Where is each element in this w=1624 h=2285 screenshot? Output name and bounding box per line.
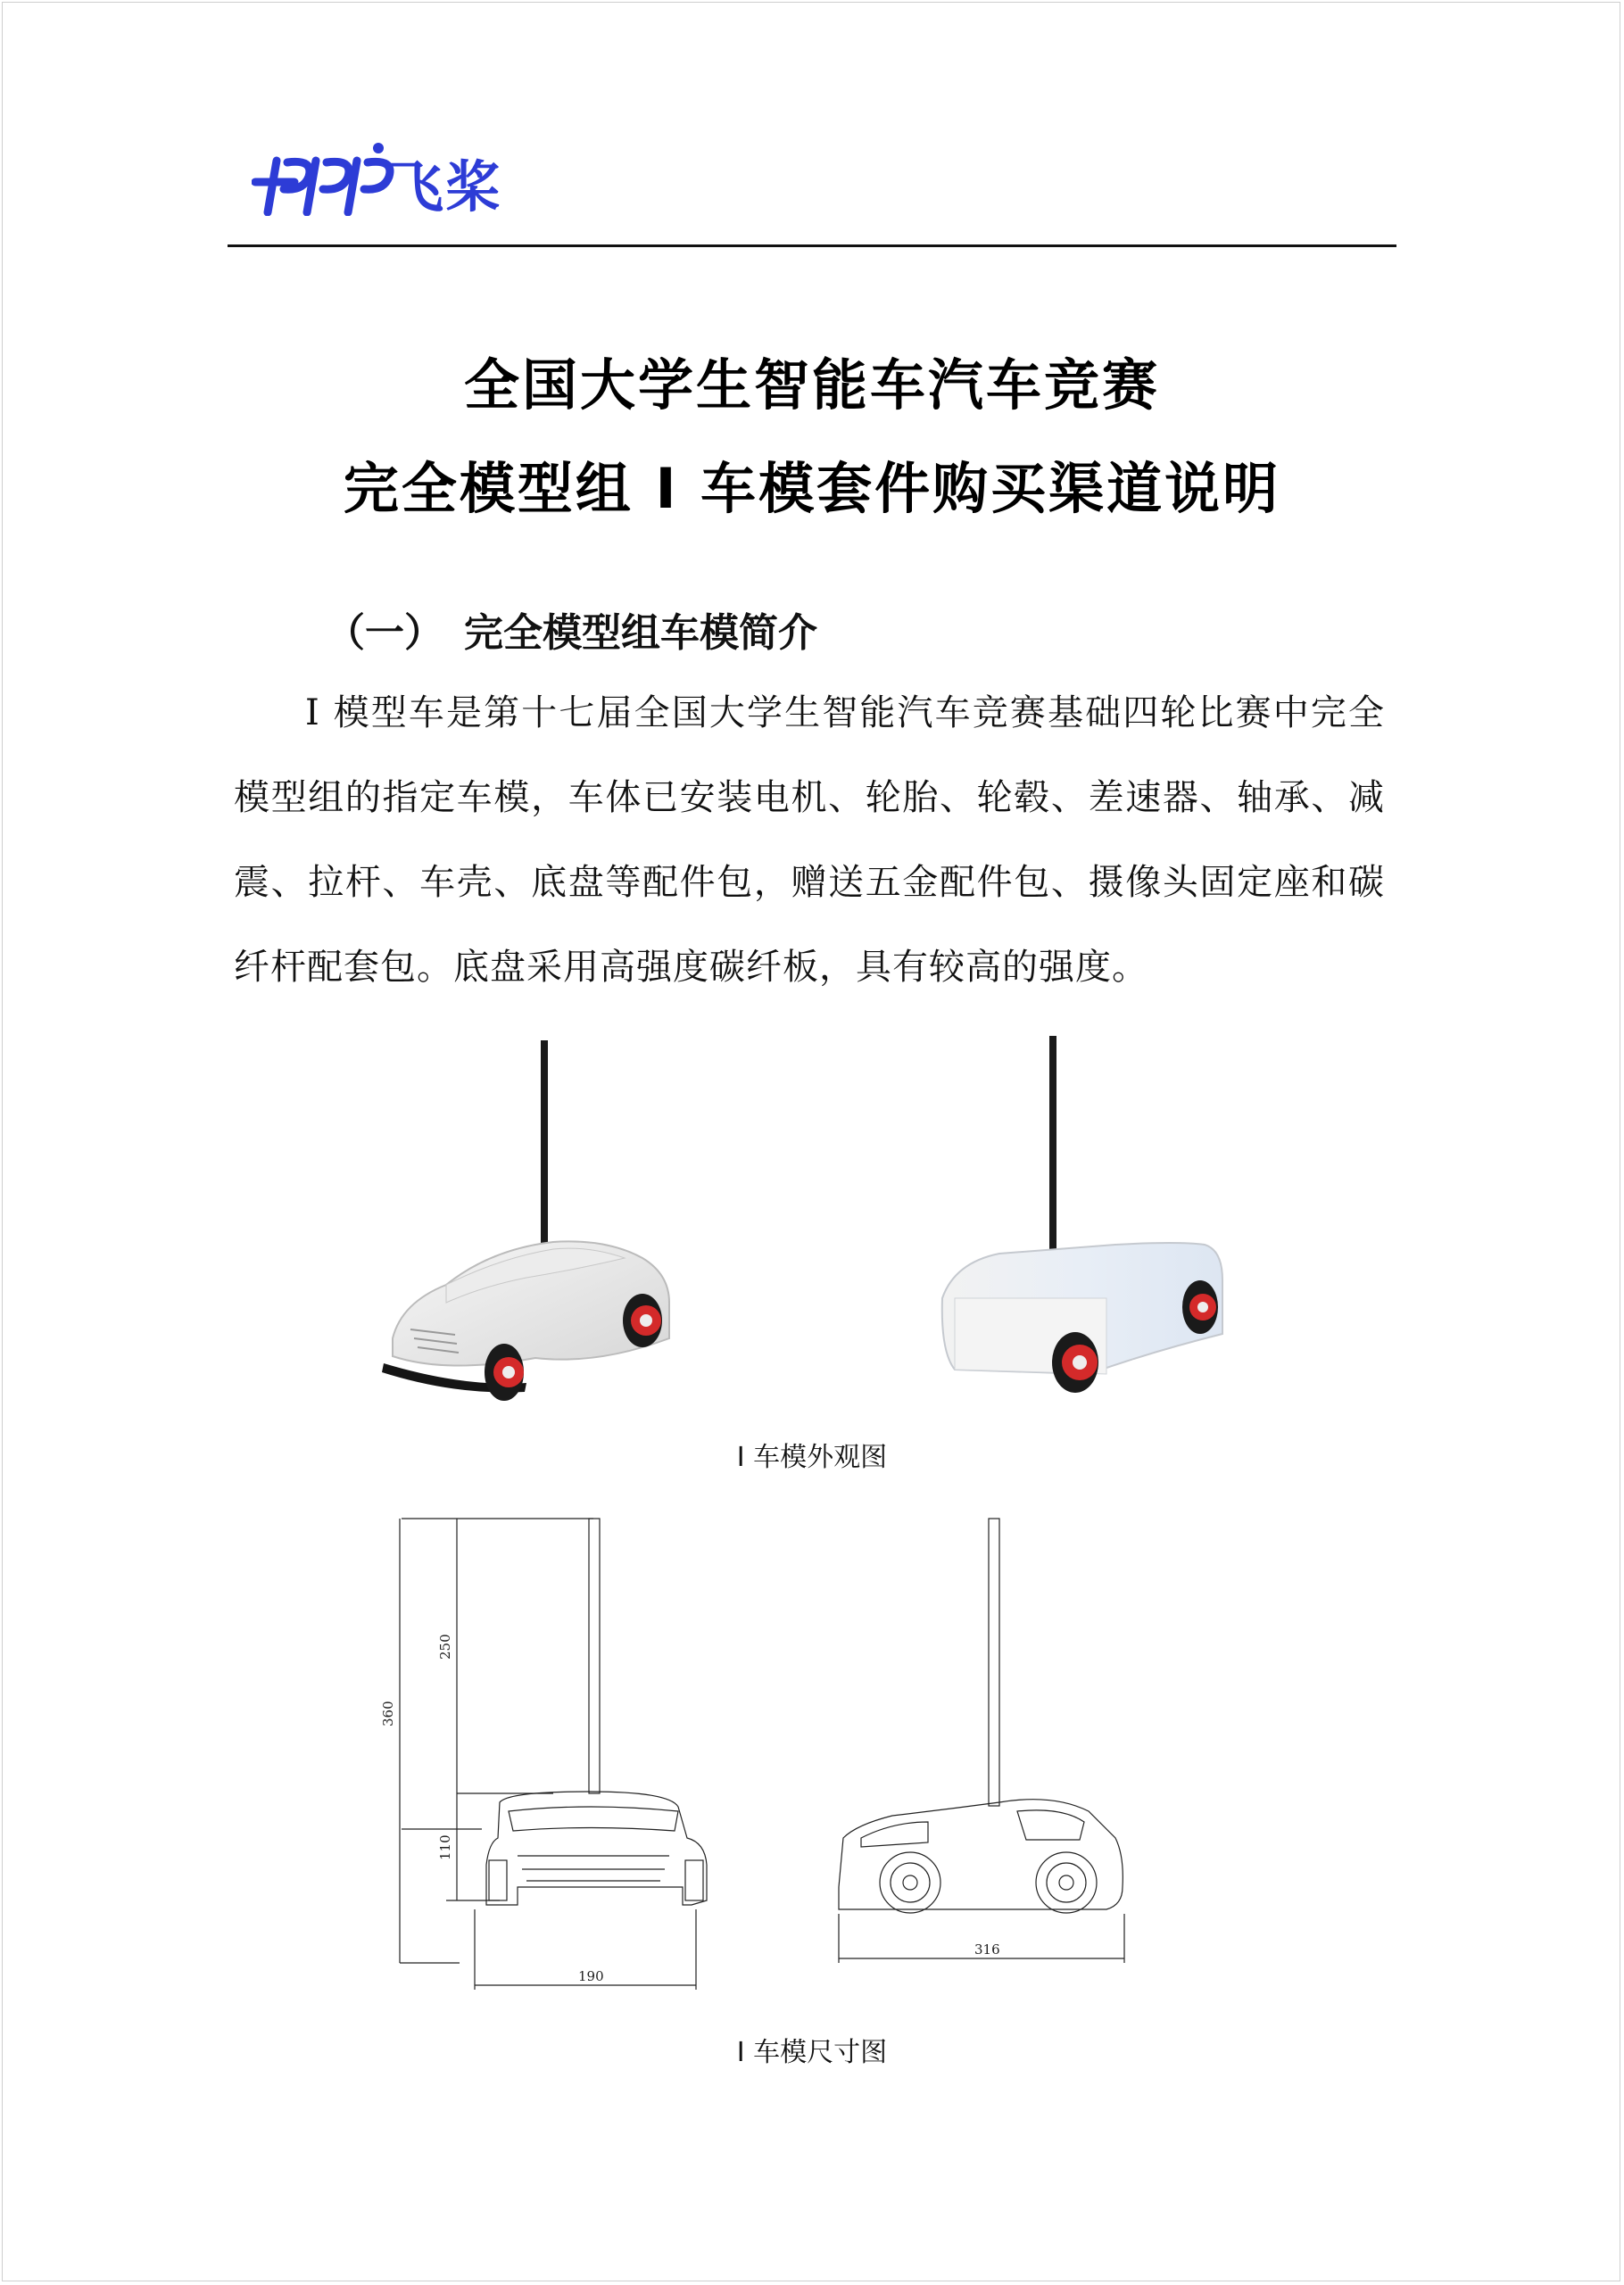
- dim-width: 190: [578, 1968, 604, 1984]
- document-title-line2: 完全模型组 I 车模套件购买渠道说明: [343, 456, 1281, 521]
- dimension-drawing: [375, 1508, 1267, 2016]
- dim-body-height: 110: [437, 1834, 453, 1860]
- header-divider: [228, 244, 1396, 247]
- figure-caption-appearance: I 车模外观图: [736, 1442, 888, 1473]
- dim-length: 316: [974, 1941, 1000, 1958]
- dim-total-height: 360: [380, 1701, 396, 1726]
- document-title-line1: 全国大学生智能车汽车竞赛: [463, 352, 1160, 418]
- intro-paragraph: I 模型车是第十七届全国大学生智能汽车竞赛基础四轮比赛中完全模型组的指定车模，车体已安装电机、轮胎、轮毂、差速器、轴承、减震、拉杆、车壳、底盘等配件包，赠送五金配件包、摄像头固定座和碳纤杆配套包。底盘采用高强度碳纤板，具有较高的强度。: [234, 692, 1385, 988]
- car-photo-rear: [928, 1031, 1267, 1414]
- section-title: 完全模型组车模简介: [464, 610, 817, 656]
- section-number: （一）: [326, 610, 443, 656]
- car-photo-front: [375, 1035, 696, 1419]
- dim-mast-height: 250: [437, 1634, 453, 1660]
- logo-text: 飞桨: [388, 154, 503, 219]
- figure-caption-dimensions: I 车模尺寸图: [736, 2037, 888, 2068]
- section-heading: [326, 600, 817, 658]
